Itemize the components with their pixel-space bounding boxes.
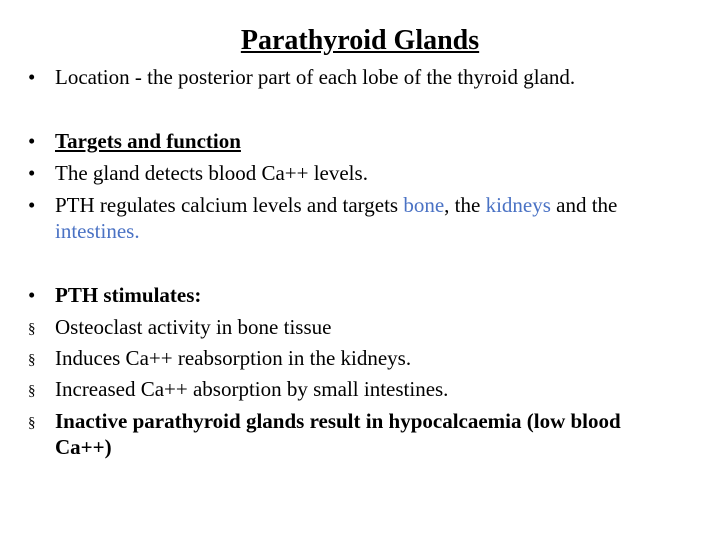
bullet-icon: • [28, 129, 36, 153]
list-item-absorption [28, 376, 688, 402]
list-item-stimulates-heading [28, 282, 688, 308]
list-item-reabsorption [28, 345, 688, 371]
bullet-icon: • [28, 161, 36, 185]
intestines-highlight: intestines. [55, 219, 140, 243]
stimulates-heading: PTH stimulates: [55, 283, 202, 307]
bullet-icon: • [28, 65, 36, 89]
detects-text: The gland detects blood Ca++ levels. [55, 161, 368, 185]
regulates-part2: , the [444, 193, 486, 217]
reabsorption-text: Induces Ca++ reabsorption in the kidneys. [55, 346, 412, 370]
list-item-hypocalcaemia [28, 408, 648, 460]
regulates-part1: PTH regulates calcium levels and targets [55, 193, 404, 217]
list-item-regulates [28, 192, 688, 244]
osteoclast-text: Osteoclast activity in bone tissue [55, 315, 332, 339]
bone-highlight: bone [403, 193, 445, 217]
bullet-icon: • [28, 283, 36, 307]
absorption-text: Increased Ca++ absorption by small intestines. [55, 377, 449, 401]
bullet-icon: § [28, 383, 36, 399]
list-item-osteoclast [28, 314, 688, 340]
bullet-icon: § [28, 415, 36, 431]
list-item-targets-heading [28, 128, 688, 154]
targets-heading: Targets and function [55, 129, 241, 153]
regulates-part3: and the [550, 193, 618, 217]
location-text: Location - the posterior part of each lobe of the thyroid gland. [55, 65, 576, 89]
page-title: Parathyroid Glands [240, 25, 480, 56]
list-item-location [28, 64, 688, 90]
hypocalcaemia-text: Inactive parathyroid glands result in hypocalcaemia (low blood Ca++) [55, 409, 621, 459]
bullet-icon: • [28, 193, 36, 217]
regulates-text [55, 192, 688, 244]
kidneys-highlight: kidneys [485, 193, 551, 217]
bullet-icon: § [28, 352, 36, 368]
bullet-icon: § [28, 321, 36, 337]
list-item-detects [28, 160, 688, 186]
